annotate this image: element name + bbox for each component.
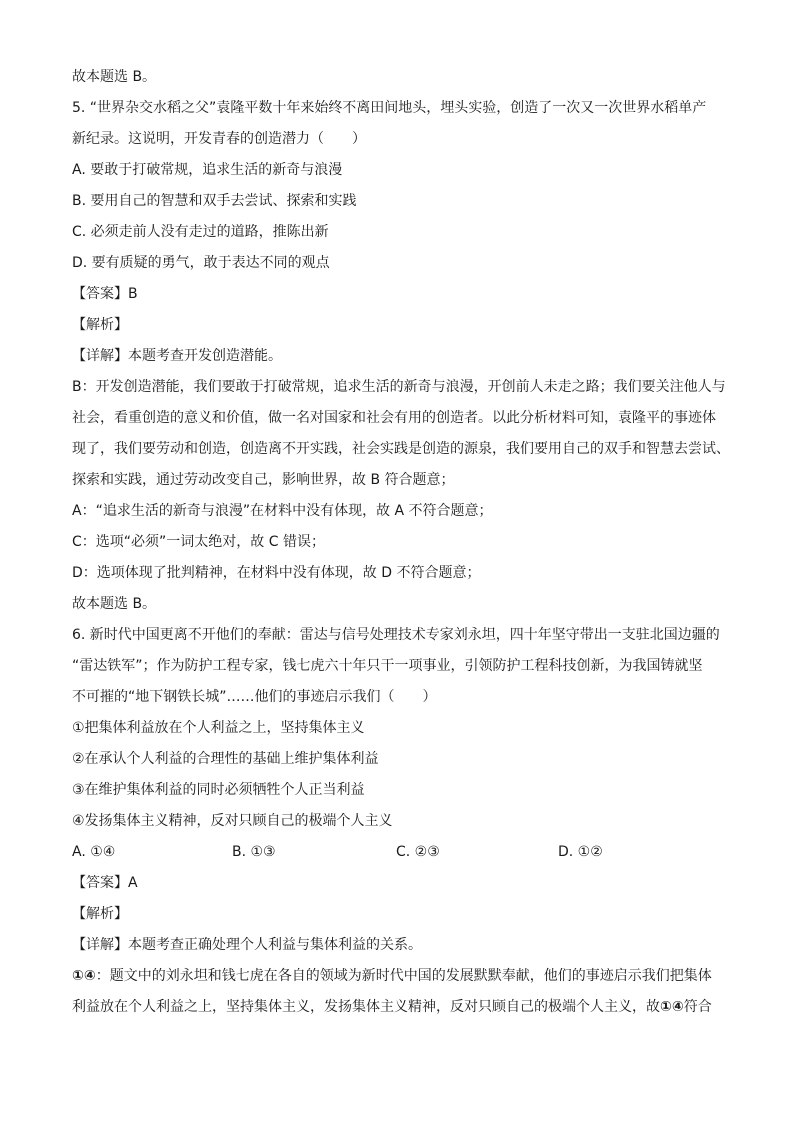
detail-line: B：开发创造潜能，我们要敢于打破常规，追求生活的新奇与浪漫，开创前人未走之路；我们要关注他人与: [72, 379, 726, 395]
option-d: D. ①②: [558, 844, 603, 860]
detail-line: 社会，看重创造的意义和价值，做一名对国家和社会有用的创造者。以此分析材料可知，袁隆平的事迹体: [72, 410, 716, 426]
text-line: 故本题选 B。: [72, 69, 157, 85]
question-5-stem: 5. “世界杂交水稻之父”袁隆平数十年来始终不离田间地头，埋头实验，创造了一次又一次世界水稻单产: [72, 100, 707, 116]
detail-text: ：题文中的刘永坦和钱七虎在各自的领域为新时代中国的发展默默奉献，他们的事迹启示我们把集体: [95, 968, 712, 984]
option-b: B. 要用自己的智慧和双手去尝试、探索和实践: [72, 193, 357, 209]
answer-label: 【答案】B: [72, 286, 138, 302]
detail-line: D：选项体现了批判精神，在材料中没有体现，故 D 不符合题意；: [72, 565, 481, 581]
question-5-stem-cont: 新纪录。这说明，开发青春的创造潜力（ ）: [72, 131, 366, 147]
statement-marker: ①④: [72, 968, 96, 984]
text-line: 故本题选 B。: [72, 596, 157, 612]
option-a: A. 要敢于打破常规，追求生活的新奇与浪漫: [72, 162, 343, 178]
question-6-options: [72, 837, 732, 868]
detail-line: [72, 992, 732, 1023]
detail-text: 利益放在个人利益之上，坚持集体主义，发扬集体主义精神，反对只顾自己的极端个人主义，故: [72, 999, 660, 1015]
detail-line: A：“追求生活的新奇与浪漫”在材料中没有体现，故 A 不符合题意；: [72, 503, 493, 519]
option-a: A. ①④: [72, 844, 116, 860]
option-c: C. 必须走前人没有走过的道路，推陈出新: [72, 224, 329, 240]
option-b: B. ①③: [232, 844, 276, 860]
detail-line: C：选项“必须”一词太绝对，故 C 错误；: [72, 534, 325, 550]
option-d: D. 要有质疑的勇气，敢于表达不同的观点: [72, 255, 330, 271]
question-6-stem-cont: 不可摧的“地下钢铁长城”……他们的事迹启示我们（ ）: [72, 689, 437, 705]
detail-intro: 【详解】本题考查正确处理个人利益与集体利益的关系。: [72, 937, 422, 953]
statement-marker: ①④: [660, 999, 684, 1015]
statement-3: ③在维护集体利益的同时必须牺牲个人正当利益: [72, 782, 365, 798]
analysis-label: 【解析】: [72, 906, 128, 922]
detail-line: 探索和实践，通过劳动改变自己，影响世界，故 B 符合题意；: [72, 472, 455, 488]
document-page: [72, 62, 732, 1023]
question-6-stem: 6. 新时代中国更离不开他们的奉献：雷达与信号处理技术专家刘永坦，四十年坚守带出一支驻北国边疆的: [72, 627, 720, 643]
detail-line: [72, 961, 732, 992]
question-6-stem-cont: “雷达铁军”；作为防护工程专家，钱七虎六十年只干一项事业，引领防护工程科技创新，为我国铸就坚: [72, 658, 703, 674]
statement-4: ④发扬集体主义精神，反对只顾自己的极端个人主义: [72, 813, 393, 829]
answer-label: 【答案】A: [72, 875, 138, 891]
option-c: C. ②③: [396, 844, 440, 860]
statement-2: ②在承认个人利益的合理性的基础上维护集体利益: [72, 751, 379, 767]
detail-line: 现了，我们要劳动和创造，创造离不开实践，社会实践是创造的源泉，我们要用自己的双手和智慧去尝试、: [72, 441, 730, 457]
detail-intro: 【详解】本题考查开发创造潜能。: [72, 348, 282, 364]
detail-text: 符合: [683, 999, 712, 1015]
statement-1: ①把集体利益放在个人利益之上，坚持集体主义: [72, 720, 365, 736]
analysis-label: 【解析】: [72, 317, 128, 333]
